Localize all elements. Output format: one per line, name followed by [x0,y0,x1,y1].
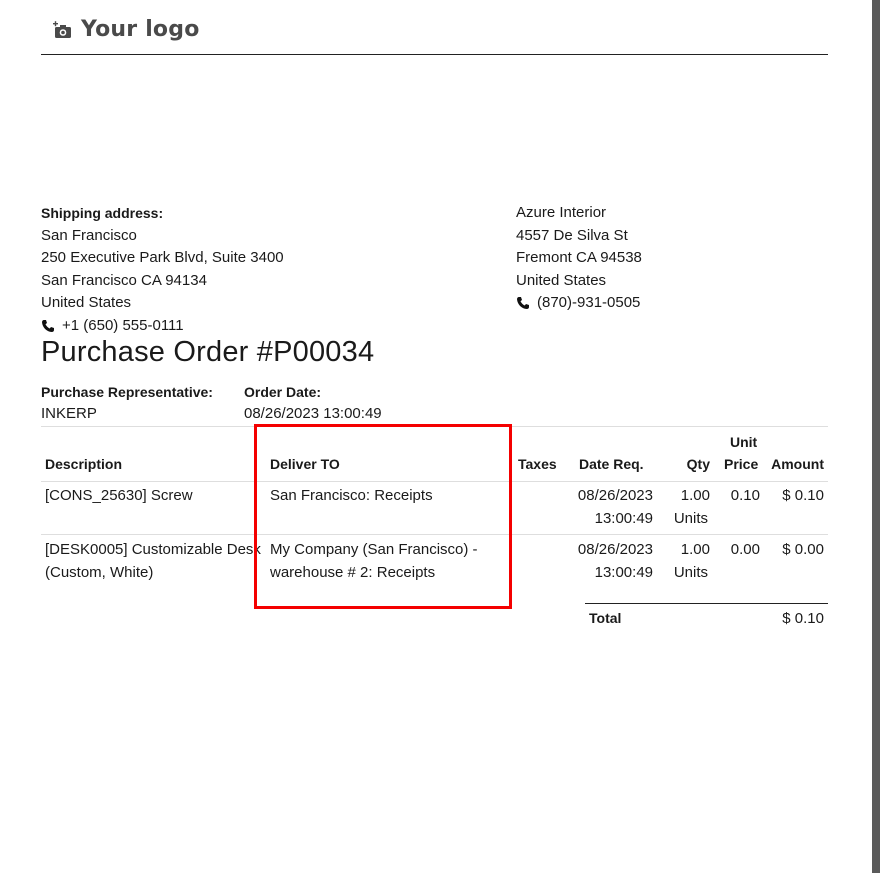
page-edge-scrollbar [872,0,880,873]
vendor-phone-number: (870)-931-0505 [537,294,641,311]
header-qty: Qty [686,456,710,472]
row1-description: [CONS_25630] Screw [45,487,193,504]
shipping-phone [41,315,284,338]
order-date-label: Order Date: [244,384,322,400]
total-value: $ 0.10 [782,610,824,627]
vendor-line: Fremont CA 94538 [516,249,642,266]
vendor-address [516,202,642,315]
header-amount: Amount [771,456,824,472]
header-unit-price-line2: Price [724,456,759,472]
shipping-line: 250 Executive Park Blvd, Suite 3400 [41,249,284,266]
phone-icon [41,319,55,333]
header-date-req: Date Req. [579,456,644,472]
row2-date-req-time: 13:00:49 [594,564,653,581]
shipping-line: United States [41,294,132,311]
shipping-address-label: Shipping address: [41,205,164,221]
row2-description-line1: [DESK0005] Customizable Desk [45,541,261,558]
row2-deliver-to-line1: My Company (San Francisco) - [268,538,478,561]
vendor-phone [516,292,642,315]
order-date [244,381,382,425]
order-lines-table [41,426,828,637]
row2-deliver-to-line2: warehouse # 2: Receipts [270,564,436,581]
page-title: Purchase Order #P00034 [41,336,375,368]
row1-unit-price: 0.10 [730,487,760,504]
order-date-value: 08/26/2023 13:00:49 [244,405,382,422]
row2-unit-price: 0.00 [730,541,760,558]
row-divider [41,481,828,482]
logo-text: Your logo [81,17,200,42]
header-unit-price-line1: Unit [730,434,758,450]
phone-icon [516,296,530,310]
vendor-line: Azure Interior [516,204,607,221]
header-description: Description [45,456,123,472]
header-deliver-to: Deliver TO [270,456,340,472]
shipping-line: San Francisco CA 94134 [41,271,207,289]
purchase-representative [41,381,213,425]
rep-value: INKERP [41,405,97,422]
shipping-line: San Francisco [41,226,137,244]
row1-deliver-to: San Francisco: Receipts [270,487,433,504]
row2-amount: $ 0.00 [782,541,824,558]
shipping-phone-number: +1 (650) 555-0111 [62,316,184,334]
total-label: Total [589,610,622,626]
vendor-line: 4557 De Silva St [516,226,628,244]
total-divider [585,603,828,604]
row1-date-req-date: 08/26/2023 [577,487,653,504]
camera-plus-icon [53,21,73,39]
rep-label: Purchase Representative: [41,384,213,400]
row2-qty-value: 1.00 [680,541,710,558]
vendor-line: United States [516,271,607,289]
row1-date-req-time: 13:00:49 [594,510,653,527]
company-logo[interactable] [53,17,200,42]
row-divider [41,534,828,535]
row1-qty-value: 1.00 [680,487,710,504]
shipping-address [41,202,284,337]
row1-amount: $ 0.10 [782,487,824,504]
row1-qty-unit: Units [673,510,708,527]
row2-date-req-date: 08/26/2023 [577,541,653,558]
report-header [41,0,828,55]
row2-qty-unit: Units [673,564,708,581]
row2-description-line2: (Custom, White) [45,564,154,581]
header-taxes: Taxes [518,456,557,472]
